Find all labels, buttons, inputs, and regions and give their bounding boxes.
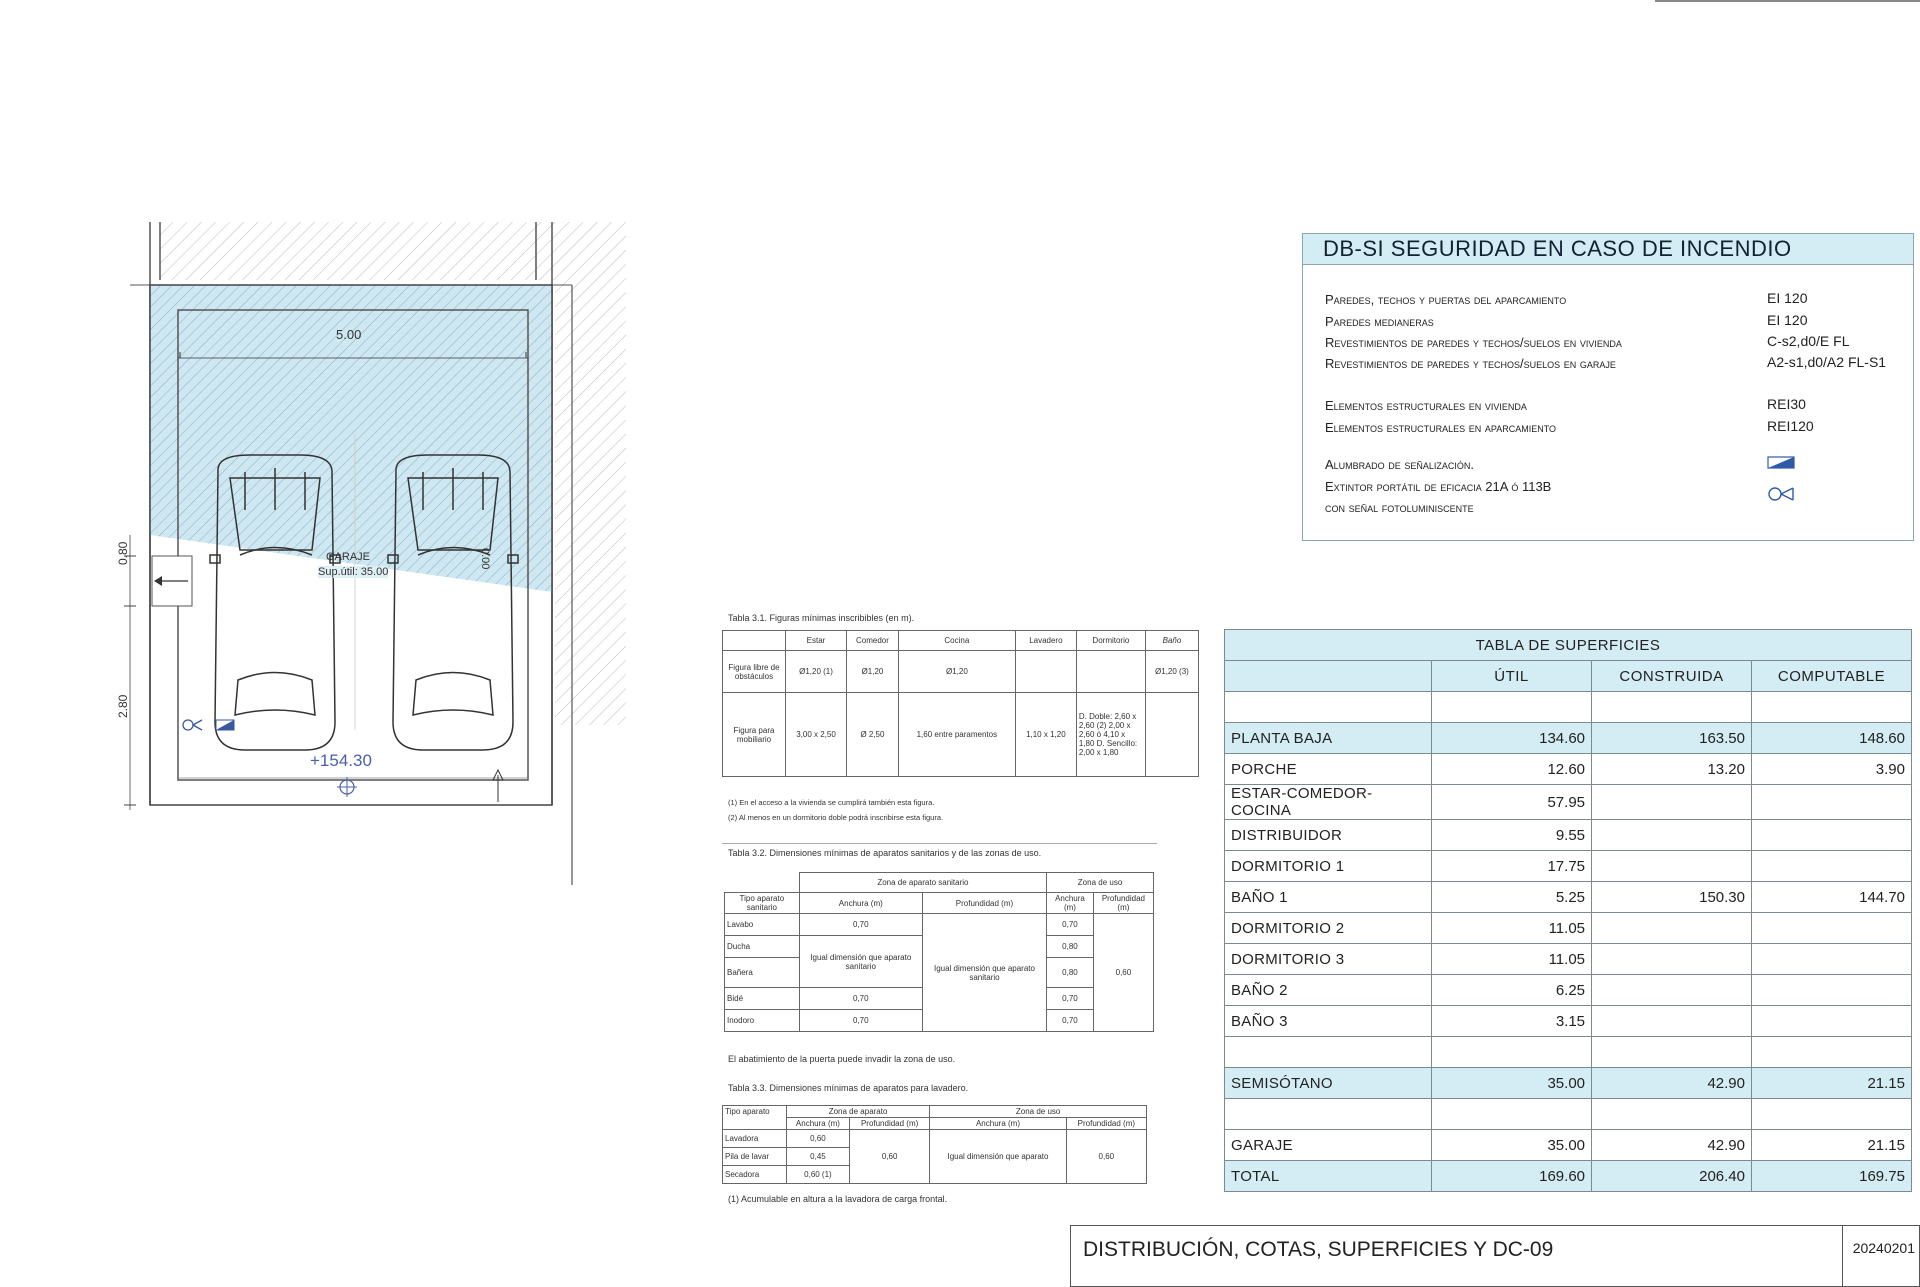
table-row <box>1225 944 1912 975</box>
table-cell: 0,60 <box>786 1130 849 1148</box>
dim-right: 0.00 <box>479 548 491 570</box>
table-cell: Inodoro <box>725 1010 800 1032</box>
table-cell: 12.60 <box>1432 754 1592 785</box>
room-name: GARAJE <box>326 551 371 563</box>
table-row <box>1225 1161 1912 1192</box>
table-cell: Zona de uso <box>930 1106 1147 1118</box>
table-cell: Figura para mobiliario <box>723 693 786 777</box>
table-cell: ESTAR-COMEDOR-COCINA <box>1225 785 1432 820</box>
table-cell <box>1752 820 1912 851</box>
table-cell: Igual dimensión que aparato <box>930 1130 1066 1184</box>
fire-row-value: REI30 <box>1767 396 1806 412</box>
room-area: Sup.útil: 35.00 <box>318 566 389 578</box>
table-row <box>1225 1006 1912 1037</box>
table-cell: Ø1,20 (1) <box>786 651 847 693</box>
table-cell: Profundidad (m) <box>1093 893 1153 914</box>
table-cell: 3.15 <box>1432 1006 1592 1037</box>
table-cell: Ø1,20 (3) <box>1145 651 1198 693</box>
table-row <box>1225 913 1912 944</box>
fire-row-label: Revestimientos de paredes y techos/suelos en garaje <box>1325 356 1616 371</box>
table-cell: 206.40 <box>1592 1161 1752 1192</box>
extinguisher-icon <box>183 720 193 730</box>
table-cell: 3,00 x 2,50 <box>786 693 847 777</box>
table-cell: Anchura (m) <box>1047 893 1094 914</box>
table-cell: 0,60 (1) <box>786 1166 849 1184</box>
dim-door: 0.80 <box>116 541 130 565</box>
table-cell: Secadora <box>723 1166 787 1184</box>
table-cell: Igual dimensión que aparato sanitario <box>922 914 1046 1032</box>
table-row <box>1225 1099 1912 1130</box>
level-mark: +154.30 <box>310 751 372 770</box>
table-cell: Anchura (m) <box>799 893 922 914</box>
table-3-2 <box>724 872 1154 1032</box>
table-cell: 0,70 <box>799 988 922 1010</box>
table-cell <box>1592 785 1752 820</box>
table-cell: 17.75 <box>1432 851 1592 882</box>
table-cell <box>1752 913 1912 944</box>
table-cell: Estar <box>786 631 847 651</box>
table-cell: Anchura (m) <box>930 1118 1066 1130</box>
table-cell <box>1225 692 1432 723</box>
table-cell <box>1592 944 1752 975</box>
table-cell: 35.00 <box>1432 1130 1592 1161</box>
fire-row-value: EI 120 <box>1767 312 1808 328</box>
table-cell: 42.90 <box>1592 1130 1752 1161</box>
table-cell <box>1592 1099 1752 1130</box>
table-row <box>1225 1130 1912 1161</box>
table-cell: 148.60 <box>1752 723 1912 754</box>
table-cell: PLANTA BAJA <box>1225 723 1432 754</box>
table-cell: DISTRIBUIDOR <box>1225 820 1432 851</box>
table-cell: 6.25 <box>1432 975 1592 1006</box>
table-cell <box>1752 944 1912 975</box>
fire-row-value: A2-s1,d0/A2 FL-S1 <box>1767 354 1887 370</box>
table-cell: Baño <box>1145 631 1198 651</box>
table-cell: 1,10 x 1,20 <box>1015 693 1076 777</box>
fire-row-label: con señal fotoluminiscente <box>1325 500 1474 515</box>
wall-right-hatch <box>555 280 626 725</box>
table-cell: 21.15 <box>1752 1068 1912 1099</box>
table-cell: 9.55 <box>1432 820 1592 851</box>
table-cell: 134.60 <box>1432 723 1592 754</box>
table-cell <box>1752 851 1912 882</box>
table-cell: Lavadero <box>1015 631 1076 651</box>
table-cell <box>1752 1006 1912 1037</box>
drawing-title: DISTRIBUCIÓN, COTAS, SUPERFICIES Y DC-09 <box>1083 1238 1554 1261</box>
table-cell: 0,80 <box>1047 936 1094 958</box>
table-cell <box>1592 820 1752 851</box>
table-3-1-note: (1) En el acceso a la vivienda se cumplirá también esta figura. <box>728 798 935 807</box>
fire-row-label: Paredes medianeras <box>1325 314 1434 329</box>
table-row <box>1225 820 1912 851</box>
fire-row-value: REI120 <box>1767 418 1814 434</box>
dim-side: 2.80 <box>116 694 130 718</box>
table-cell: GARAJE <box>1225 1130 1432 1161</box>
table-cell <box>1015 651 1076 693</box>
table-3-3 <box>722 1105 1147 1184</box>
emergency-light-icon <box>1767 455 1797 471</box>
divider <box>722 843 1157 844</box>
table-cell <box>1432 1099 1592 1130</box>
table-3-2-note: El abatimiento de la puerta puede invadir la zona de uso. <box>728 1054 956 1064</box>
table-cell <box>1432 1037 1592 1068</box>
table-cell: Lavabo <box>725 914 800 936</box>
table-cell: BAÑO 1 <box>1225 882 1432 913</box>
table-cell: Lavadora <box>723 1130 787 1148</box>
table-cell: BAÑO 3 <box>1225 1006 1432 1037</box>
table-cell: 3.90 <box>1752 754 1912 785</box>
fire-row-label: Revestimientos de paredes y techos/suelos en vivienda <box>1325 335 1622 350</box>
table-cell <box>1592 913 1752 944</box>
fire-row-label: Elementos estructurales en vivienda <box>1325 398 1527 413</box>
table-cell: Figura libre de obstáculos <box>723 651 786 693</box>
table-cell: DORMITORIO 2 <box>1225 913 1432 944</box>
table-cell <box>1076 651 1145 693</box>
fire-safety-title: DB-SI SEGURIDAD EN CASO DE INCENDIO <box>1303 234 1913 265</box>
table-cell: Dormitorio <box>1076 631 1145 651</box>
table-3-1-note: (2) Al menos en un dormitorio doble podrá inscribirse esta figura. <box>728 813 944 822</box>
table-cell <box>1752 1099 1912 1130</box>
table-cell: 21.15 <box>1752 1130 1912 1161</box>
table-cell <box>1752 785 1912 820</box>
table-cell: PORCHE <box>1225 754 1432 785</box>
table-cell: Ø 2,50 <box>847 693 899 777</box>
table-cell: BAÑO 2 <box>1225 975 1432 1006</box>
table-cell: 0,60 <box>849 1130 929 1184</box>
table-cell <box>1225 1099 1432 1130</box>
table-cell: 0,70 <box>799 914 922 936</box>
extinguisher-icon <box>1767 484 1801 504</box>
table-cell: 150.30 <box>1592 882 1752 913</box>
table-cell: 144.70 <box>1752 882 1912 913</box>
table-cell: TOTAL <box>1225 1161 1432 1192</box>
table-cell: Bidé <box>725 988 800 1010</box>
table-cell: 5.25 <box>1432 882 1592 913</box>
table-row <box>1225 723 1912 754</box>
table-3-1-caption: Tabla 3.1. Figuras mínimas inscribibles (en m). <box>728 613 915 623</box>
table-cell: 0,70 <box>1047 1010 1094 1032</box>
table-row <box>1225 882 1912 913</box>
table-row <box>1225 975 1912 1006</box>
table-cell: 0,70 <box>1047 914 1094 936</box>
table-cell <box>1592 1006 1752 1037</box>
table-cell: Profundidad (m) <box>849 1118 929 1130</box>
table-cell: Zona de uso <box>1047 873 1154 893</box>
drawing-code: 20240201 <box>1852 1240 1915 1256</box>
table-cell: D. Doble: 2,60 x 2,60 (2) 2,00 x 2,60 ó 4,10 x 1,80 D. Sencillo: 2,00 x 1,80 <box>1076 693 1145 777</box>
table-cell <box>1432 692 1592 723</box>
table-cell <box>1592 1037 1752 1068</box>
fire-row-label: Extintor portátil de eficacia 21A ó 113B <box>1325 479 1552 494</box>
table-cell: Bañera <box>725 958 800 988</box>
table-cell: Ø1,20 <box>847 651 899 693</box>
table-cell: Anchura (m) <box>786 1118 849 1130</box>
table-cell: 1,60 entre paramentos <box>898 693 1015 777</box>
table-cell <box>1592 975 1752 1006</box>
table-cell: Pila de lavar <box>723 1148 787 1166</box>
table-cell: 169.75 <box>1752 1161 1912 1192</box>
table-cell: DORMITORIO 1 <box>1225 851 1432 882</box>
table-row <box>1225 785 1912 820</box>
table-row <box>1225 1037 1912 1068</box>
table-cell: 0,80 <box>1047 958 1094 988</box>
table-cell <box>1145 693 1198 777</box>
title-block <box>1070 1225 1920 1287</box>
col-computable: COMPUTABLE <box>1752 661 1912 692</box>
surfaces-table <box>1224 629 1912 1192</box>
col-construida: CONSTRUIDA <box>1592 661 1752 692</box>
col-util: ÚTIL <box>1432 661 1592 692</box>
table-row <box>1225 1068 1912 1099</box>
table-cell <box>1225 1037 1432 1068</box>
table-cell: 13.20 <box>1592 754 1752 785</box>
table-cell: Zona de aparato sanitario <box>799 873 1046 893</box>
table-cell: Zona de aparato <box>786 1106 929 1118</box>
table-cell: Igual dimensión que aparato sanitario <box>799 936 922 988</box>
table-cell: 42.90 <box>1592 1068 1752 1099</box>
table-row <box>1225 754 1912 785</box>
table-cell <box>1752 692 1912 723</box>
sheet-border <box>1655 0 1920 2</box>
table-cell: 35.00 <box>1432 1068 1592 1099</box>
table-cell: DORMITORIO 3 <box>1225 944 1432 975</box>
table-cell <box>1752 1037 1912 1068</box>
table-3-3-caption: Tabla 3.3. Dimensiones mínimas de aparatos para lavadero. <box>728 1083 969 1093</box>
table-cell: Cocina <box>898 631 1015 651</box>
table-cell: 0,45 <box>786 1148 849 1166</box>
dim-width: 5.00 <box>336 327 362 342</box>
fire-row-label: Elementos estructurales en aparcamiento <box>1325 420 1557 435</box>
fire-row-label: Alumbrado de señalización. <box>1325 457 1475 472</box>
table-cell: 11.05 <box>1432 913 1592 944</box>
table-cell: Tipo aparato <box>723 1106 787 1130</box>
table-cell: Comedor <box>847 631 899 651</box>
table-cell: Profundidad (m) <box>922 893 1046 914</box>
table-cell <box>1752 975 1912 1006</box>
table-cell: SEMISÓTANO <box>1225 1068 1432 1099</box>
fire-safety-legend <box>1302 233 1914 541</box>
table-cell <box>1592 851 1752 882</box>
fire-row-label: Paredes, techos y puertas del aparcamiento <box>1325 292 1567 307</box>
table-3-1 <box>722 630 1199 777</box>
table-cell: Tipo aparato sanitario <box>725 893 800 914</box>
table-cell: 0,60 <box>1066 1130 1146 1184</box>
fire-row-value: C-s2,d0/E FL <box>1767 333 1850 349</box>
table-cell <box>1592 692 1752 723</box>
table-cell: Ducha <box>725 936 800 958</box>
table-cell: 0,70 <box>799 1010 922 1032</box>
table-row <box>1225 851 1912 882</box>
table-3-3-note: (1) Acumulable en altura a la lavadora de carga frontal. <box>728 1194 948 1204</box>
table-cell: 57.95 <box>1432 785 1592 820</box>
table-cell: 0,60 <box>1093 914 1153 1032</box>
table-cell: Ø1,20 <box>898 651 1015 693</box>
table-cell: Profundidad (m) <box>1066 1118 1146 1130</box>
table-cell <box>723 631 786 651</box>
table-cell: 169.60 <box>1432 1161 1592 1192</box>
wall-top-hatch <box>160 222 626 280</box>
surfaces-title: TABLA DE SUPERFICIES <box>1225 630 1912 661</box>
table-row <box>1225 692 1912 723</box>
table-cell: 0,70 <box>1047 988 1094 1010</box>
table-3-2-caption: Tabla 3.2. Dimensiones mínimas de aparatos sanitarios y de las zonas de uso. <box>728 848 1042 858</box>
table-cell: 163.50 <box>1592 723 1752 754</box>
table-cell: 11.05 <box>1432 944 1592 975</box>
fire-row-value: EI 120 <box>1767 290 1808 306</box>
